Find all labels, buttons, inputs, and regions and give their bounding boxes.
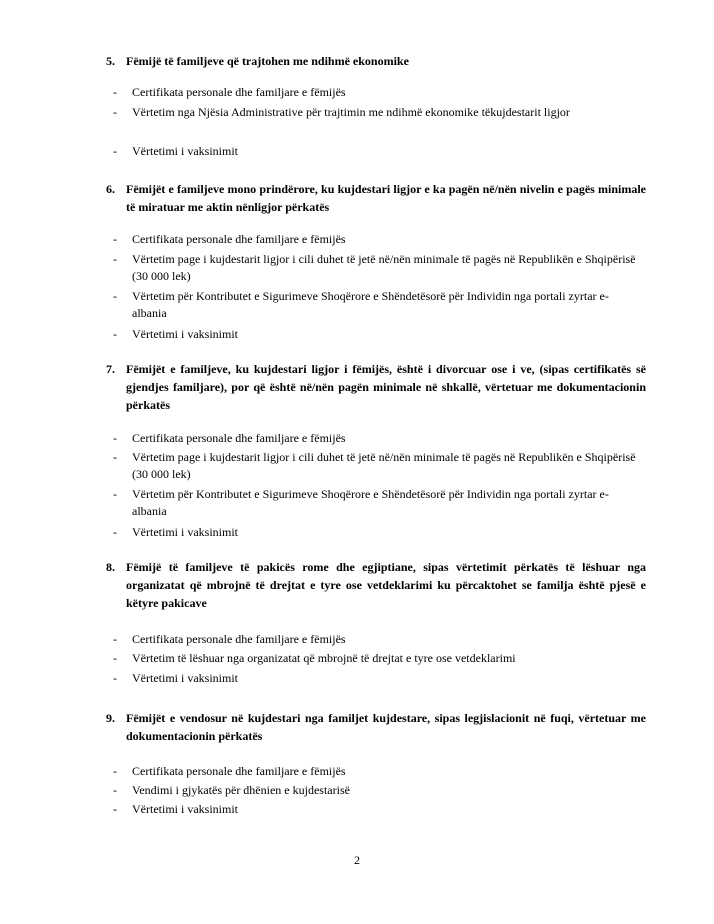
list-item-text: Vërtetim për Kontributet e Sigurimeve Shoqërore e Shëndetësorë për Individin nga portali zyrtar e-albania: [132, 487, 609, 518]
list-item-text: Vendimi i gjykatës për dhënien e kujdestarisë: [132, 783, 350, 797]
bullet-dash: -: [113, 431, 117, 445]
section-heading: [106, 52, 646, 70]
list-item: [113, 430, 643, 447]
section-title: Fëmijë të familjeve të pakicës rome dhe egjiptiane, sipas vërtetimit përkatës të lëshuar nga organizatat që mbrojnë të drejtat e tyre ose vetdeklarimi ku përcaktohet se familja është pjesë e këtyre pakicave: [126, 560, 646, 610]
section-title: Fëmijët e familjeve mono prindërore, ku kujdestari ligjor e ka pagën në/nën nivelin e pagës minimale të miratuar me aktin nënligjor përkatës: [126, 182, 646, 214]
list-item: [113, 631, 643, 648]
list-item-text: Vërtetim page i kujdestarit ligjor i cili duhet të jetë në/nën minimale të pagës në Republikën e Shqipërisë (30 000 lek): [132, 252, 636, 283]
list-item-text: Vërtetimi i vaksinimit: [132, 144, 238, 158]
list-item: [113, 251, 643, 285]
bullet-dash: -: [113, 105, 117, 119]
bullet-dash: -: [113, 764, 117, 778]
list-item: [113, 231, 643, 248]
page-number: 2: [354, 853, 360, 867]
list-item-text: Certifikata personale dhe familjare e fëmijës: [132, 431, 346, 445]
bullet-dash: -: [113, 802, 117, 816]
list-item-text: Vërtetimi i vaksinimit: [132, 327, 238, 341]
list-item-text: Vërtetim nga Njësia Administrative për trajtimin me ndihmë ekonomike tëkujdestarit ligjor: [132, 105, 570, 119]
bullet-dash: -: [113, 783, 117, 797]
list-item: [113, 104, 643, 121]
section-number: 8.: [106, 560, 115, 574]
section-number: 7.: [106, 362, 115, 376]
list-item: [113, 84, 643, 101]
bullet-dash: -: [113, 327, 117, 341]
bullet-dash: -: [113, 450, 117, 464]
list-item: [113, 288, 643, 322]
list-item: [113, 486, 643, 520]
list-item: [113, 650, 643, 667]
list-item-text: Vërtetimi i vaksinimit: [132, 525, 238, 539]
bullet-dash: -: [113, 525, 117, 539]
list-item-text: Certifikata personale dhe familjare e fëmijës: [132, 232, 346, 246]
bullet-dash: -: [113, 289, 117, 303]
list-item-text: Certifikata personale dhe familjare e fëmijës: [132, 764, 346, 778]
list-item-text: Vërtetimi i vaksinimit: [132, 802, 238, 816]
list-item-text: Vërtetim për Kontributet e Sigurimeve Shoqërore e Shëndetësorë për Individin nga portali zyrtar e-albania: [132, 289, 609, 320]
list-item: [113, 524, 643, 541]
list-item: [113, 801, 643, 818]
section-heading: [106, 360, 646, 414]
section-number: 9.: [106, 711, 115, 725]
list-item: [113, 782, 643, 799]
bullet-dash: -: [113, 144, 117, 158]
bullet-dash: -: [113, 85, 117, 99]
bullet-dash: -: [113, 651, 117, 665]
bullet-dash: -: [113, 671, 117, 685]
list-item-text: Vërtetim të lëshuar nga organizatat që mbrojnë të drejtat e tyre ose vetdeklarimi: [132, 651, 516, 665]
section-number: 6.: [106, 182, 115, 196]
bullet-dash: -: [113, 632, 117, 646]
section-heading: [106, 558, 646, 612]
list-item: [113, 763, 643, 780]
list-item: [113, 449, 643, 483]
section-number: 5.: [106, 54, 115, 68]
section-heading: [106, 180, 646, 216]
bullet-dash: -: [113, 252, 117, 266]
list-item-text: Certifikata personale dhe familjare e fëmijës: [132, 85, 346, 99]
list-item-text: Certifikata personale dhe familjare e fëmijës: [132, 632, 346, 646]
list-item: [113, 326, 643, 343]
list-item: [113, 670, 643, 687]
section-heading: [106, 709, 646, 745]
section-title: Fëmijët e vendosur në kujdestari nga familjet kujdestare, sipas legjislacionit në fuqi, vërtetuar me dokumentacionin përkatës: [126, 711, 646, 743]
section-title: Fëmijë të familjeve që trajtohen me ndihmë ekonomike: [126, 54, 409, 68]
list-item-text: Vërtetimi i vaksinimit: [132, 671, 238, 685]
section-title: Fëmijët e familjeve, ku kujdestari ligjor i fëmijës, është i divorcuar ose i ve, (sipas certifikatës së gjendjes familjare), por që është në/nën pagën minimale në shkallë, vërtetuar me dokumentacionin përkatës: [126, 362, 646, 412]
list-item: [113, 143, 643, 160]
list-item-text: Vërtetim page i kujdestarit ligjor i cili duhet të jetë në/nën minimale të pagës në Republikën e Shqipërisë (30 000 lek): [132, 450, 636, 481]
bullet-dash: -: [113, 232, 117, 246]
bullet-dash: -: [113, 487, 117, 501]
